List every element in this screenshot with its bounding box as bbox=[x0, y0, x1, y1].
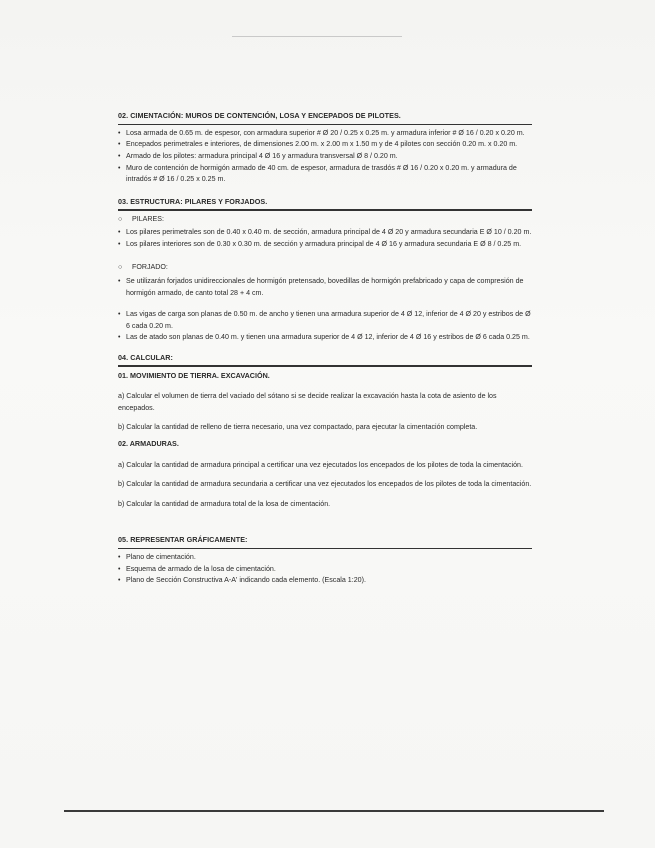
pilares-heading: ○ PILARES: bbox=[118, 214, 532, 226]
section-04-title: 04. CALCULAR: bbox=[118, 352, 173, 362]
list-item: • Muro de contención de hormigón armado de 40 cm. de espesor, armadura de trasdós # Ø 16 / 0.20 x 0.20 m. y armadura de intradós # Ø 16 / 0.25 x 0.25 m. bbox=[118, 163, 532, 186]
vigas-list bbox=[118, 309, 532, 344]
page-bottom-edge bbox=[64, 810, 604, 812]
question-text: a) Calcular el volumen de tierra del vaciado del sótano si se decide realizar la excavación hasta la cota de asiento de los encepados. bbox=[118, 392, 497, 412]
section-04 bbox=[118, 352, 532, 511]
section-05-list bbox=[118, 552, 532, 587]
question-text: a) Calcular la cantidad de armadura principal a certificar una vez ejecutados los encepados de los pilotes de toda la cimentación. bbox=[118, 460, 523, 469]
section-02 bbox=[118, 110, 532, 186]
list-item: • Plano de Sección Constructiva A-A' indicando cada elemento. (Escala 1:20). bbox=[118, 575, 532, 587]
section-02-title: 02. CIMENTACIÓN: MUROS DE CONTENCIÓN, LOSA Y ENCEPADOS DE PILOTES. bbox=[118, 111, 401, 120]
question-text: b) Calcular la cantidad de relleno de tierra necesario, una vez compactado, para ejecutar la cimentación completa. bbox=[118, 423, 478, 432]
section-03 bbox=[118, 196, 532, 344]
section-05 bbox=[118, 534, 532, 587]
list-item: • Encepados perimetrales e interiores, de dimensiones 2.00 m. x 2.00 m x 1.50 m y de 4 pilotes con sección 0.20 m. x 0.20 m. bbox=[118, 139, 532, 151]
header-rule bbox=[232, 36, 402, 37]
section-02-rule bbox=[118, 124, 532, 125]
subsection-01-title: 01. MOVIMIENTO DE TIERRA. EXCAVACIÓN. bbox=[118, 370, 270, 380]
section-03-title: 03. ESTRUCTURA: PILARES Y FORJADOS. bbox=[118, 196, 268, 206]
list-item: • Las de atado son planas de 0.40 m. y tienen una armadura superior de 4 Ø 12, inferior de 4 Ø 16 y estribos de Ø 6 cada 0.25 m. bbox=[118, 332, 532, 344]
list-item: • Losa armada de 0.65 m. de espesor, con armadura superior # Ø 20 / 0.25 x 0.25 m. y armadura inferior # Ø 16 / 0.20 x 0.20 m. bbox=[118, 128, 532, 140]
section-05-title: 05. REPRESENTAR GRÁFICAMENTE: bbox=[118, 535, 248, 545]
subsection-02-title: 02. ARMADURAS. bbox=[118, 439, 179, 449]
section-05-rule bbox=[118, 548, 532, 549]
section-02-list bbox=[118, 128, 532, 186]
section-04-rule bbox=[118, 365, 532, 366]
list-item: • Los pilares perimetrales son de 0.40 x 0.40 m. de sección, armadura principal de 4 Ø 20 y armadura secundaria E Ø 10 / 0.20 m. bbox=[118, 227, 532, 239]
list-item: • Se utilizarán forjados unidireccionales de hormigón pretensado, bovedillas de hormigón prefabricado y capa de compresión de hormigón armado, de canto total 28 + 4 cm. bbox=[118, 276, 532, 299]
question-text: b) Calcular la cantidad de armadura total de la losa de cimentación. bbox=[118, 499, 331, 508]
question-text: b) Calcular la cantidad de armadura secundaria a certificar una vez ejecutados los encepados de los pilotes de toda la cimentación. bbox=[118, 480, 532, 489]
document-body bbox=[118, 110, 532, 587]
list-item: • Las vigas de carga son planas de 0.50 m. de ancho y tienen una armadura superior de 4 Ø 12, inferior de 4 Ø 20 y estribos de Ø 6 cada 0.20 m. bbox=[118, 309, 532, 332]
section-03-rule bbox=[118, 209, 532, 210]
list-item: • Armado de los pilotes: armadura principal 4 Ø 16 y armadura transversal Ø 8 / 0.20 m. bbox=[118, 151, 532, 163]
forjado-list bbox=[118, 276, 532, 299]
pilares-list bbox=[118, 227, 532, 250]
list-item: • Plano de cimentación. bbox=[118, 552, 532, 564]
list-item: • Los pilares interiores son de 0.30 x 0.30 m. de sección y armadura principal de 4 Ø 16 y armadura secundaria E Ø 8 / 0.25 m. bbox=[118, 239, 532, 251]
forjado-heading: ○ FORJADO: bbox=[118, 262, 532, 274]
list-item: • Esquema de armado de la losa de cimentación. bbox=[118, 564, 532, 576]
